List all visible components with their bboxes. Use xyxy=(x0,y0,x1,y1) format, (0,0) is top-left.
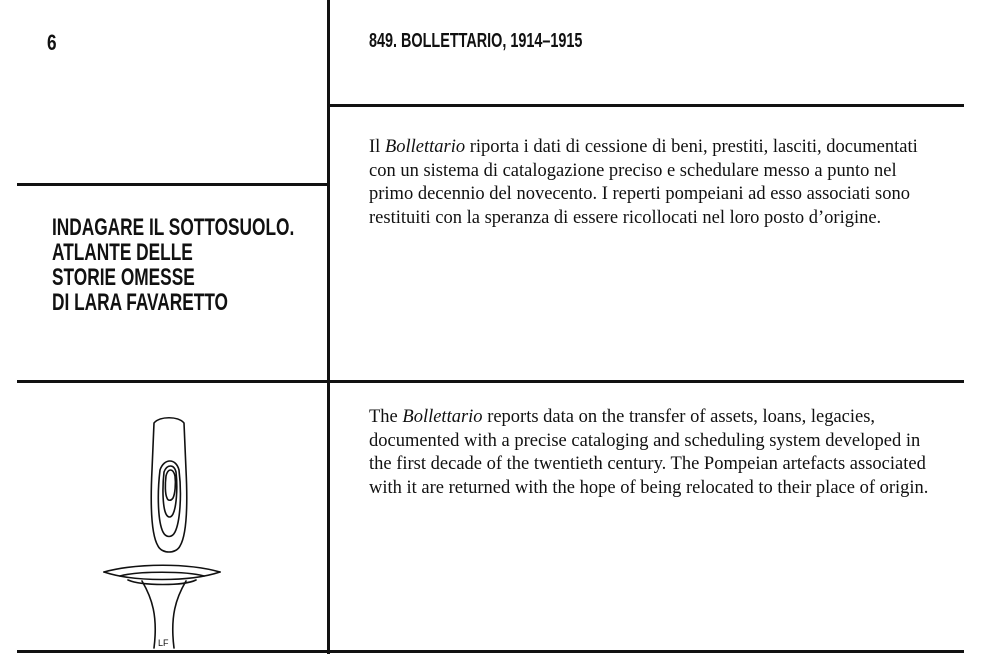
book-title-line: STORIE OMESSE xyxy=(52,264,195,291)
middle-divider-right xyxy=(330,380,964,383)
vertical-divider xyxy=(327,0,330,654)
title-divider-left xyxy=(17,183,327,186)
page-number: 6 xyxy=(47,30,57,55)
italian-text-start: Il xyxy=(369,137,385,157)
artefact-sketch-icon xyxy=(98,410,228,650)
english-text-start: The xyxy=(369,407,403,427)
monogram-label: LF xyxy=(158,638,169,648)
english-text-rest: reports data on the transfer of assets, loans, legacies, documented with a precise cataloging and scheduling system developed in the first decade of the twentieth century. The Pompeian artefacts associated with it are returned with the hope of being relocated to their place of origin. xyxy=(369,407,929,498)
bottom-divider xyxy=(17,650,964,653)
english-paragraph xyxy=(369,406,929,500)
italian-text-rest: riporta i dati di cessione di beni, prestiti, lasciti, documentati con un sistema di catalogazione preciso e schedulare messo a punto nel primo decennio del novecento. I reperti pompeiani ad esso associati sono restituiti con la speranza di essere ricollocati nel loro posto d’origine. xyxy=(369,137,918,228)
english-italic-title: Bollettario xyxy=(402,407,483,427)
section-title: 849. BOLLETTARIO, 1914–1915 xyxy=(369,30,583,52)
book-title-line: INDAGARE IL SOTTOSUOLO. xyxy=(52,214,295,241)
book-title xyxy=(52,215,294,315)
header-divider-right xyxy=(330,104,964,107)
book-title-line: ATLANTE DELLE xyxy=(52,239,193,266)
italian-italic-title: Bollettario xyxy=(384,137,466,157)
italian-paragraph xyxy=(369,136,929,230)
middle-divider-left xyxy=(17,380,327,383)
book-title-line: DI LARA FAVARETTO xyxy=(52,289,229,316)
